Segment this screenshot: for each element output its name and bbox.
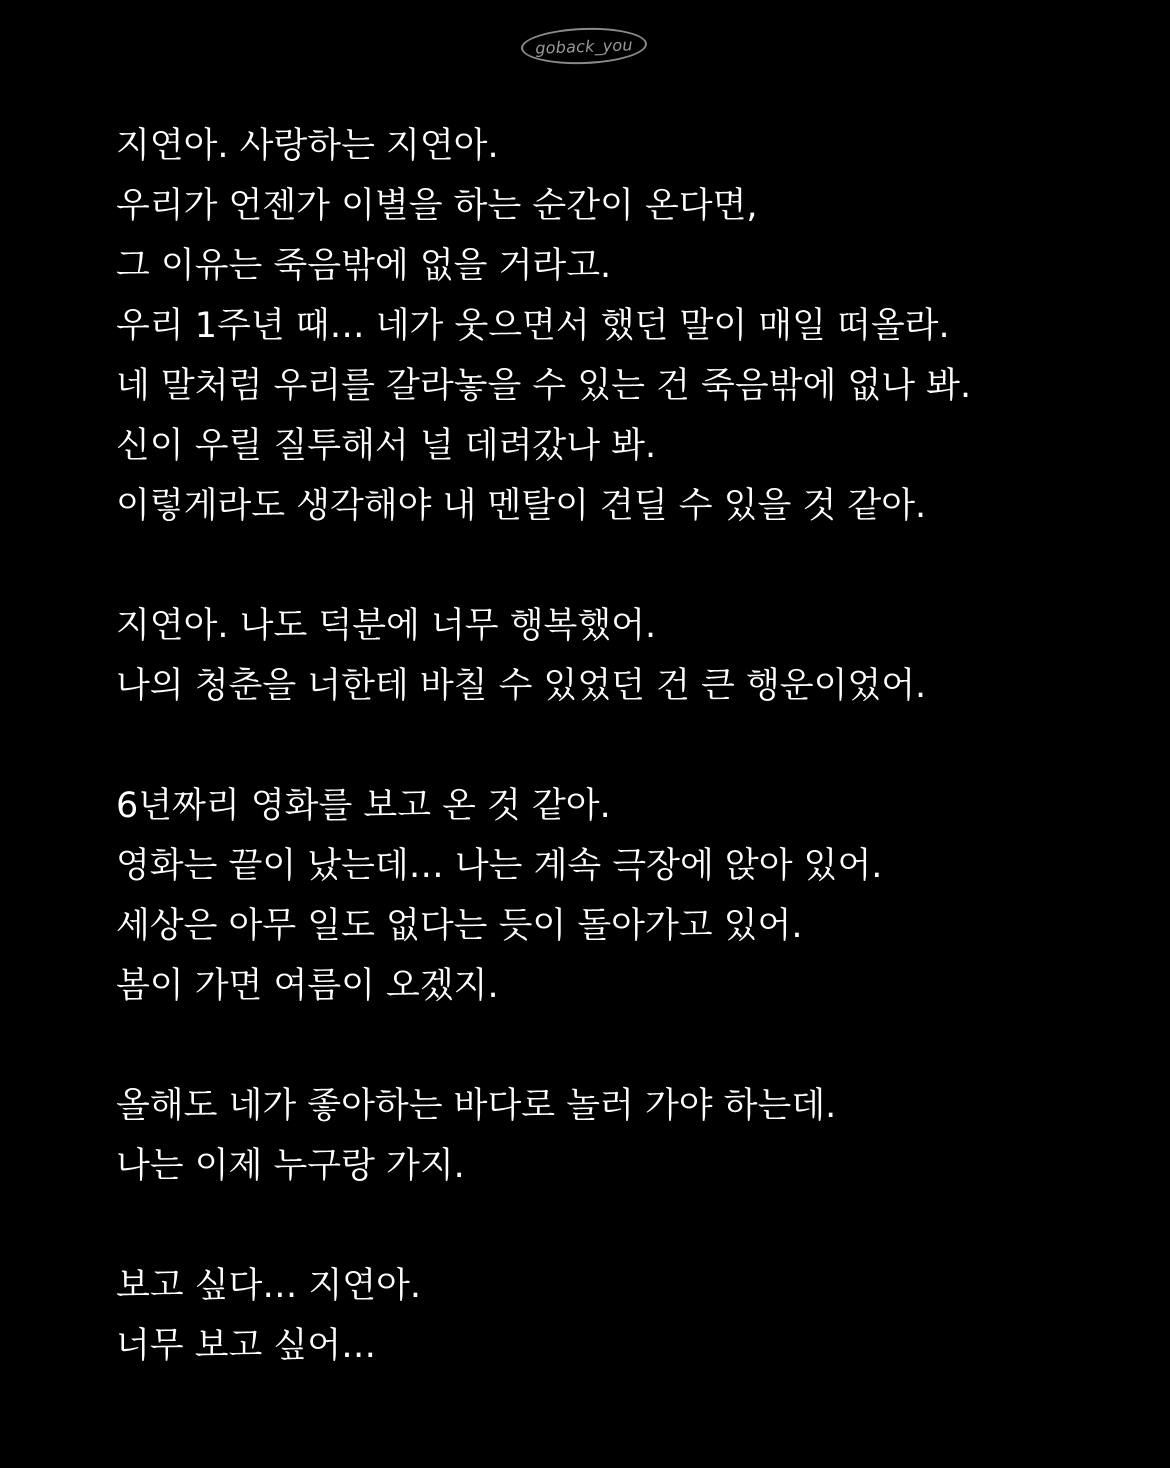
stanza-5 — [116, 1256, 1116, 1376]
letter-line: 영화는 끝이 났는데… 나는 계속 극장에 앉아 있어. — [116, 846, 883, 886]
letter-line: 우리 1주년 때… 네가 웃으면서 했던 말이 매일 떠올라. — [116, 306, 950, 346]
letter-line: 그 이유는 죽음밖에 없을 거라고. — [116, 246, 612, 286]
letter-line: 이렇게라도 생각해야 내 멘탈이 견딜 수 있을 것 같아. — [116, 486, 927, 526]
letter-line: 신이 우릴 질투해서 널 데려갔나 봐. — [116, 426, 657, 466]
stanza-4 — [116, 1076, 1116, 1196]
letter-line: 나의 청춘을 너한테 바칠 수 있었던 건 큰 행운이었어. — [116, 666, 927, 706]
letter-line: 6년짜리 영화를 보고 온 것 같아. — [116, 786, 611, 826]
watermark-handle: goback_you — [535, 34, 633, 58]
letter-line: 지연아. 나도 덕분에 너무 행복했어. — [116, 606, 657, 646]
letter-line: 네 말처럼 우리를 갈라놓을 수 있는 건 죽음밖에 없나 봐. — [116, 366, 972, 406]
letter-line: 나는 이제 누구랑 가지. — [116, 1146, 465, 1186]
letter-line: 세상은 아무 일도 없다는 듯이 돌아가고 있어. — [116, 906, 803, 946]
letter-line: 우리가 언젠가 이별을 하는 순간이 온다면, — [116, 186, 758, 226]
stanza-1 — [116, 116, 1116, 536]
letter-body — [116, 116, 1116, 1376]
letter-line: 지연아. 사랑하는 지연아. — [116, 126, 499, 166]
stanza-3 — [116, 776, 1116, 1016]
letter-line: 보고 싶다… 지연아. — [116, 1266, 422, 1306]
watermark-badge — [520, 26, 647, 66]
letter-line: 너무 보고 싶어… — [116, 1326, 377, 1366]
stanza-2 — [116, 596, 1116, 716]
letter-line: 올해도 네가 좋아하는 바다로 놀러 가야 하는데. — [116, 1086, 837, 1126]
letter-line: 봄이 가면 여름이 오겠지. — [116, 966, 499, 1006]
